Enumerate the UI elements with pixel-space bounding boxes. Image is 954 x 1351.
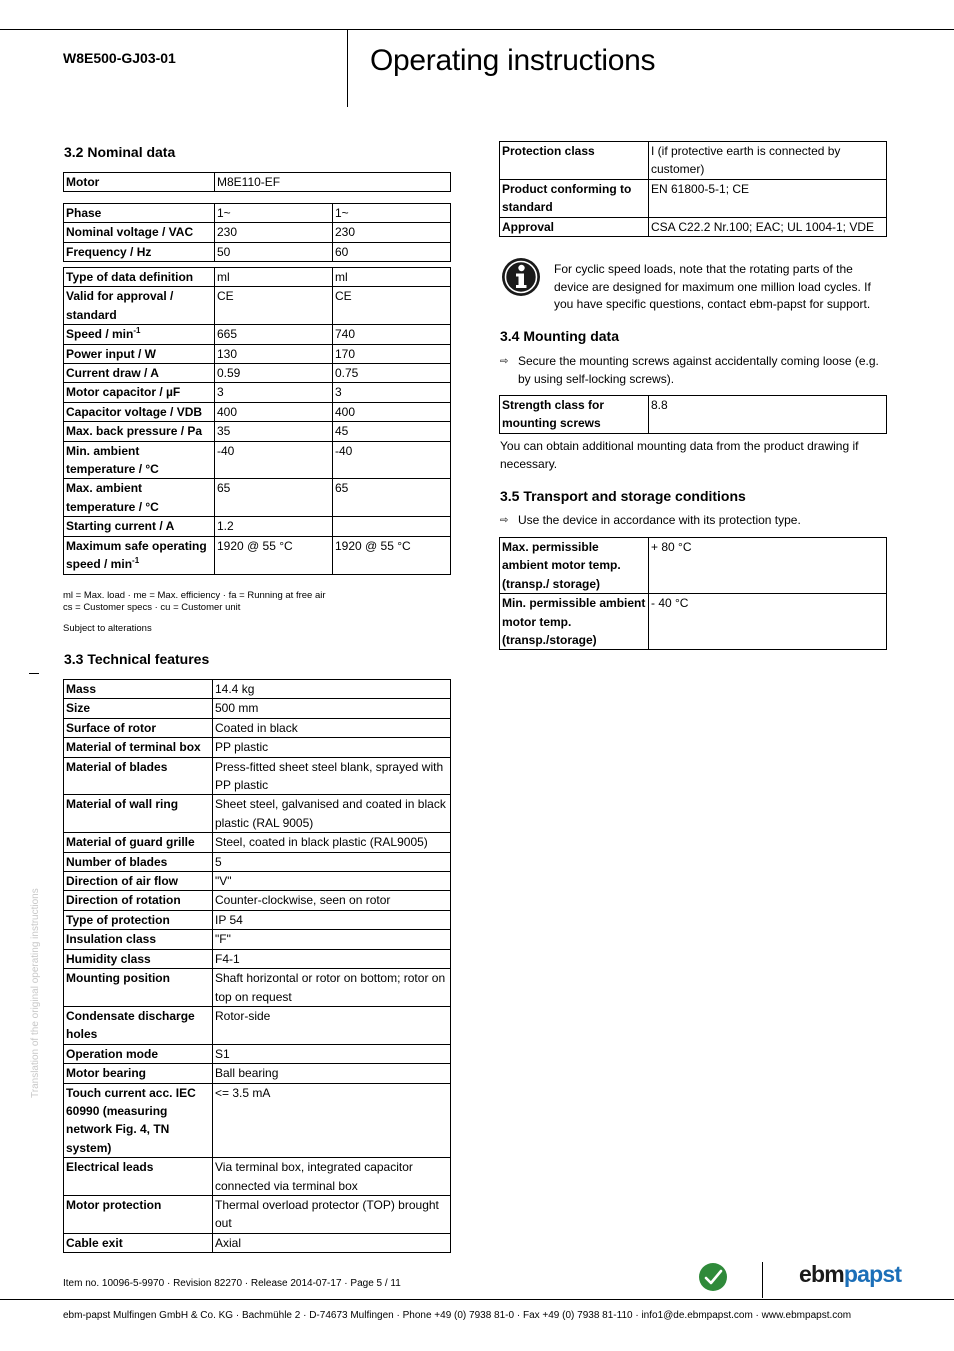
mounting-bullet — [500, 353, 890, 388]
row-value: 8.8 — [649, 396, 887, 434]
row-value: Ball bearing — [213, 1064, 451, 1083]
table-row — [64, 718, 451, 737]
row-label: Max. ambient temperature / °C — [64, 479, 215, 517]
table-row — [64, 383, 451, 402]
value-col-1: CE — [215, 287, 333, 325]
row-value: Via terminal box, integrated capacitor connected via terminal box — [213, 1158, 451, 1196]
table-row — [64, 402, 451, 421]
row-value: Rotor-side — [213, 1006, 451, 1044]
row-label: Starting current / A — [64, 517, 215, 536]
row-label: Strength class for mounting screws — [500, 396, 649, 434]
table-row — [64, 699, 451, 718]
row-value: Counter-clockwise, seen on rotor — [213, 891, 451, 910]
info-icon — [500, 257, 542, 297]
table-row — [64, 287, 451, 325]
value-col-1: 130 — [215, 344, 333, 363]
table-row — [64, 1006, 451, 1044]
value-col-1: 1920 @ 55 °C — [215, 536, 333, 574]
row-label: Insulation class — [64, 930, 213, 949]
transport-bullet-text: Use the device in accordance with its protection type. — [518, 513, 801, 527]
value-col-1: 35 — [215, 422, 333, 441]
row-label: Material of terminal box — [64, 738, 213, 757]
row-label: Material of wall ring — [64, 795, 213, 833]
table-row — [64, 536, 451, 574]
footer-company-line: ebm-papst Mulfingen GmbH & Co. KG · Bachmühle 2 · D-74673 Mulfingen · Phone +49 (0) 7938 81-0 · Fax +49 (0) 7938 81-110 · info1@de.ebmpapst.com · www.ebmpapst.com — [63, 1310, 852, 1321]
row-label: Touch current acc. IEC 60990 (measuring network Fig. 4, TN system) — [64, 1083, 213, 1158]
margin-mark — [29, 673, 39, 674]
row-label: Min. ambient temperature / °C — [64, 441, 215, 479]
motor-value: M8E110-EF — [215, 173, 451, 192]
row-label: Number of blades — [64, 852, 213, 871]
value-col-2: CE — [333, 287, 451, 325]
value-col-1: ml — [215, 268, 333, 287]
value-col-1: 1.2 — [215, 517, 333, 536]
transport-heading: 3.5 Transport and storage conditions — [500, 488, 746, 504]
row-value: S1 — [213, 1044, 451, 1063]
row-value: Shaft horizontal or rotor on bottom; rotor on top on request — [213, 969, 451, 1007]
nominal-table-1 — [63, 203, 451, 262]
arrow-icon: ⇨ — [500, 356, 509, 367]
table-row — [64, 1064, 451, 1083]
row-label: Surface of rotor — [64, 718, 213, 737]
row-value: Coated in black — [213, 718, 451, 737]
row-label: Motor bearing — [64, 1064, 213, 1083]
row-label: Material of blades — [64, 757, 213, 795]
legend-line-1: ml = Max. load · me = Max. efficiency · fa = Running at free air — [63, 590, 326, 601]
row-label: Size — [64, 699, 213, 718]
table-row — [64, 930, 451, 949]
value-col-2: 60 — [333, 242, 451, 261]
row-label: Type of data definition — [64, 268, 215, 287]
row-label: Mass — [64, 680, 213, 699]
table-row — [64, 910, 451, 929]
row-label: Protection class — [500, 142, 649, 180]
row-value: Axial — [213, 1233, 451, 1252]
transport-table — [499, 537, 887, 650]
row-value: F4-1 — [213, 949, 451, 968]
row-label: Valid for approval / standard — [64, 287, 215, 325]
row-label: Approval — [500, 217, 649, 236]
footer-rule — [0, 1299, 954, 1300]
table-row — [64, 1083, 451, 1158]
motor-table — [63, 172, 451, 192]
row-value: IP 54 — [213, 910, 451, 929]
row-value: "V" — [213, 872, 451, 891]
row-value: <= 3.5 mA — [213, 1083, 451, 1158]
value-col-2: 45 — [333, 422, 451, 441]
footer-item-line: Item no. 10096-5-9970 · Revision 82270 · Release 2014-07-17 · Page 5 / 11 — [63, 1278, 401, 1289]
row-value: Steel, coated in black plastic (RAL9005) — [213, 833, 451, 852]
row-label: Mounting position — [64, 969, 213, 1007]
table-row — [64, 223, 451, 242]
greentech-logo — [698, 1262, 728, 1292]
header-divider — [347, 29, 348, 107]
ebmpapst-logo: ebmpapst — [799, 1261, 902, 1287]
table-row — [64, 872, 451, 891]
value-col-1: -40 — [215, 441, 333, 479]
table-row — [64, 242, 451, 261]
table-row — [64, 1195, 451, 1233]
row-label: Frequency / Hz — [64, 242, 215, 261]
table-row — [64, 795, 451, 833]
row-label: Type of protection — [64, 910, 213, 929]
value-col-1: 230 — [215, 223, 333, 242]
arrow-icon: ⇨ — [500, 515, 509, 526]
subject-to-alterations: Subject to alterations — [63, 623, 152, 634]
table-row — [64, 949, 451, 968]
row-label: Current draw / A — [64, 364, 215, 383]
value-col-1: 665 — [215, 325, 333, 344]
row-label: Direction of rotation — [64, 891, 213, 910]
mounting-heading: 3.4 Mounting data — [500, 328, 619, 344]
row-label: Maximum safe operating speed / $\min^{-1}$ — [64, 536, 215, 574]
row-value: PP plastic — [213, 738, 451, 757]
row-label: Max. permissible ambient motor temp. (transp./ storage) — [500, 538, 649, 594]
table-row — [64, 852, 451, 871]
value-col-1: 3 — [215, 383, 333, 402]
table-row — [64, 757, 451, 795]
table-row — [64, 1233, 451, 1252]
value-col-2: 400 — [333, 402, 451, 421]
value-col-2 — [333, 517, 451, 536]
value-col-2: 170 — [333, 344, 451, 363]
table-row — [500, 396, 887, 434]
value-col-1: 50 — [215, 242, 333, 261]
motor-label: Motor — [64, 173, 215, 192]
value-col-1: 0.59 — [215, 364, 333, 383]
row-label: Product conforming to standard — [500, 179, 649, 217]
row-value: + 80 °C — [649, 538, 887, 594]
table-row — [64, 325, 451, 344]
table-row — [64, 173, 451, 192]
mounting-note: You can obtain additional mounting data from the product drawing if necessary. — [500, 439, 859, 471]
footer-logo-divider — [762, 1262, 763, 1298]
row-label: Min. permissible ambient motor temp. (transp./storage) — [500, 594, 649, 650]
table-row — [64, 204, 451, 223]
legend-line-2: cs = Customer specs · cu = Customer unit — [63, 602, 241, 613]
row-label: Humidity class — [64, 949, 213, 968]
row-value: Sheet steel, galvanised and coated in black plastic (RAL 9005) — [213, 795, 451, 833]
header-rule — [0, 29, 954, 30]
row-label: Phase — [64, 204, 215, 223]
row-value: 5 — [213, 852, 451, 871]
info-text: For cyclic speed loads, note that the rotating parts of the device are designed for maximum one million load cycles. If you have specific questions, contact ebm-papst for support. — [554, 262, 871, 311]
value-col-1: 400 — [215, 402, 333, 421]
row-label: Condensate discharge holes — [64, 1006, 213, 1044]
value-col-2: 1920 @ 55 °C — [333, 536, 451, 574]
row-label: Operation mode — [64, 1044, 213, 1063]
table-row — [64, 891, 451, 910]
table-row — [500, 538, 887, 594]
table-row — [500, 594, 887, 650]
row-label: Motor capacitor / µF — [64, 383, 215, 402]
document-id: W8E500-GJ03-01 — [63, 50, 176, 66]
row-label: Nominal voltage / VAC — [64, 223, 215, 242]
value-col-2: 0.75 — [333, 364, 451, 383]
row-label: Material of guard grille — [64, 833, 213, 852]
mounting-bullet-text: Secure the mounting screws against accidentally coming loose (e.g. by using self-locking screws). — [518, 354, 879, 386]
row-value: I (if protective earth is connected by customer) — [649, 142, 887, 180]
value-col-2: 1~ — [333, 204, 451, 223]
table-row — [64, 1044, 451, 1063]
table-row — [64, 364, 451, 383]
row-label: Direction of air flow — [64, 872, 213, 891]
row-value: 14.4 kg — [213, 680, 451, 699]
table-row — [64, 680, 451, 699]
protection-table — [499, 141, 887, 237]
value-col-2: 230 — [333, 223, 451, 242]
transport-bullet — [500, 512, 890, 530]
row-label: Capacitor voltage / VDB — [64, 402, 215, 421]
table-row — [64, 479, 451, 517]
value-col-2: 3 — [333, 383, 451, 402]
row-value: EN 61800-5-1; CE — [649, 179, 887, 217]
technical-heading: 3.3 Technical features — [64, 651, 210, 667]
nominal-heading: 3.2 Nominal data — [64, 144, 176, 160]
value-col-2: -40 — [333, 441, 451, 479]
row-value: Thermal overload protector (TOP) brought out — [213, 1195, 451, 1233]
row-label: Electrical leads — [64, 1158, 213, 1196]
row-label: Max. back pressure / Pa — [64, 422, 215, 441]
table-row — [64, 738, 451, 757]
row-value: CSA C22.2 Nr.100; EAC; UL 1004-1; VDE — [649, 217, 887, 236]
page-title: Operating instructions — [370, 44, 656, 77]
row-label: Power input / W — [64, 344, 215, 363]
table-row — [64, 969, 451, 1007]
side-caption: Translation of the original operating instructions — [30, 888, 41, 1098]
table-row — [64, 422, 451, 441]
value-col-1: 65 — [215, 479, 333, 517]
row-value: 500 mm — [213, 699, 451, 718]
technical-table — [63, 679, 451, 1253]
table-row — [64, 833, 451, 852]
table-row — [64, 1158, 451, 1196]
row-label: Speed / $\min^{-1}$ — [64, 325, 215, 344]
nominal-table-2 — [63, 267, 451, 575]
mounting-table — [499, 395, 887, 434]
value-col-1: 1~ — [215, 204, 333, 223]
value-col-2: 740 — [333, 325, 451, 344]
table-row — [500, 142, 887, 180]
table-row — [64, 344, 451, 363]
table-row — [64, 441, 451, 479]
row-value: Press-fitted sheet steel blank, sprayed with PP plastic — [213, 757, 451, 795]
row-value: "F" — [213, 930, 451, 949]
row-label: Cable exit — [64, 1233, 213, 1252]
table-row — [64, 517, 451, 536]
table-row — [500, 179, 887, 217]
row-value: - 40 °C — [649, 594, 887, 650]
value-col-2: 65 — [333, 479, 451, 517]
row-label: Motor protection — [64, 1195, 213, 1233]
value-col-2: ml — [333, 268, 451, 287]
table-row — [64, 268, 451, 287]
table-row — [500, 217, 887, 236]
